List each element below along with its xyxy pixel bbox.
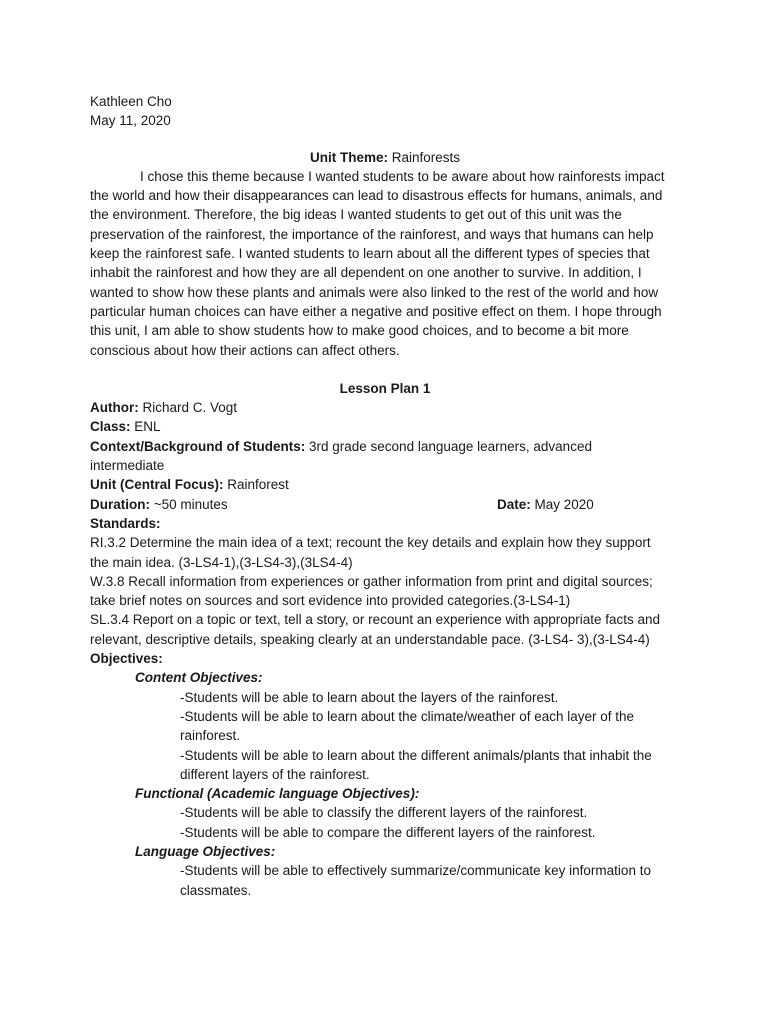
author-name: Kathleen Cho xyxy=(90,94,172,109)
objective-line: different layers of the rainforest. xyxy=(180,766,370,782)
objective-line: -Students will be able to learn about the layers of the rainforest. xyxy=(180,689,559,705)
paragraph-line: the environment. Therefore, the big ideas I wanted students to get out of this unit was the xyxy=(90,207,622,223)
unit-theme-heading xyxy=(90,148,680,167)
paragraph-line: the world and how their disappearances can lead to disastrous effects for humans, animals, and xyxy=(90,188,663,204)
objectives-label: Objectives: xyxy=(90,651,163,667)
objective-line: -Students will be able to effectively summarize/communicate key information to xyxy=(180,863,651,879)
lesson-plan-title xyxy=(90,379,680,398)
standards-label: Standards: xyxy=(90,515,161,531)
date-label: Date: xyxy=(497,496,531,512)
lesson-date xyxy=(497,495,594,514)
lesson-duration xyxy=(90,495,497,514)
standards-list xyxy=(90,533,680,649)
author-label: Author: xyxy=(90,400,139,416)
objective-line: -Students will be able to learn about the different animals/plants that inhabit the xyxy=(180,747,652,763)
context-label: Context/Background of Students: xyxy=(90,438,306,454)
date-value: May 2020 xyxy=(530,496,594,512)
objective-line: rainforest. xyxy=(180,728,241,744)
language-objectives-title: Language Objectives: xyxy=(135,843,276,859)
lesson-context xyxy=(90,437,680,456)
document-date: May 11, 2020 xyxy=(90,113,171,129)
objective-line: -Students will be able to learn about the climate/weather of each layer of the xyxy=(180,708,635,724)
unit-value: Rainforest xyxy=(223,477,289,493)
unit-theme-value: Rainforests xyxy=(387,149,461,165)
lesson-duration-date xyxy=(90,495,680,514)
paragraph-line: particular human choices can have either a negative and positive effect on them. I hope through xyxy=(90,303,662,319)
class-label: Class: xyxy=(90,419,131,435)
functional-objectives-title: Functional (Academic language Objectives): xyxy=(135,786,420,802)
standard-line: W.3.8 Recall information from experiences or gather information from print and digital sources; xyxy=(90,573,653,589)
standards-heading xyxy=(90,514,680,533)
paragraph-line: conscious about how their actions can affect others. xyxy=(90,342,400,358)
objective-line: -Students will be able to classify the different layers of the rainforest. xyxy=(180,805,588,821)
objectives-heading xyxy=(90,649,680,668)
standard-line: the main idea. (3-LS4-1),(3-LS4-3),(3LS4-4) xyxy=(90,554,353,570)
unit-label: Unit (Central Focus): xyxy=(90,477,224,493)
standard-line: take brief notes on sources and sort evidence into provided categories.(3-LS4-1) xyxy=(90,593,571,609)
lesson-unit xyxy=(90,475,680,494)
spacer xyxy=(90,360,680,379)
unit-theme-paragraph xyxy=(90,167,680,360)
spacer xyxy=(90,131,680,148)
standard-line: relevant, descriptive details, speaking clearly at an understandable pace. (3-LS4- 3),(3-LS4-4) xyxy=(90,631,650,647)
lesson-author xyxy=(90,398,680,417)
content-objectives-list xyxy=(90,688,680,784)
unit-theme-label: Unit Theme: xyxy=(309,149,388,165)
paragraph-line: wanted to show how these plants and animals were also linked to the rest of the world and how xyxy=(90,284,659,300)
paragraph-line: preservation of the rainforest, the importance of the rainforest, and ways that humans can help xyxy=(90,226,654,242)
class-value: ENL xyxy=(130,419,161,435)
author-value: Richard C. Vogt xyxy=(138,400,238,416)
lesson-class xyxy=(90,417,680,436)
content-objectives-title: Content Objectives: xyxy=(135,670,263,686)
duration-value: ~50 minutes xyxy=(150,496,228,512)
language-objectives-list xyxy=(90,861,680,900)
paragraph-line: I chose this theme because I wanted students to be aware about how rainforests impact xyxy=(140,168,665,184)
document-body xyxy=(90,92,680,900)
standard-line: RI.3.2 Determine the main idea of a text; recount the key details and explain how they support xyxy=(90,535,651,551)
context-value: 3rd grade second language learners, advanced xyxy=(305,438,592,454)
lesson-plan-title-text: Lesson Plan 1 xyxy=(339,380,431,396)
functional-objectives-list xyxy=(90,803,680,842)
standard-line: SL.3.4 Report on a topic or text, tell a story, or recount an experience with appropriate facts and xyxy=(90,612,661,628)
objective-line: classmates. xyxy=(180,882,252,898)
paragraph-line: inhabit the rainforest and how they are all dependent on one another to survive. In addition, I xyxy=(90,265,642,281)
lesson-context-continued: intermediate xyxy=(90,458,165,474)
paragraph-line: this unit, I am able to show students how to make good choices, and to become a bit more xyxy=(90,323,629,339)
objective-line: -Students will be able to compare the different layers of the rainforest. xyxy=(180,824,596,840)
duration-label: Duration: xyxy=(90,496,150,512)
paragraph-line: keep the rainforest safe. I wanted students to learn about all the different types of species that xyxy=(90,246,650,262)
